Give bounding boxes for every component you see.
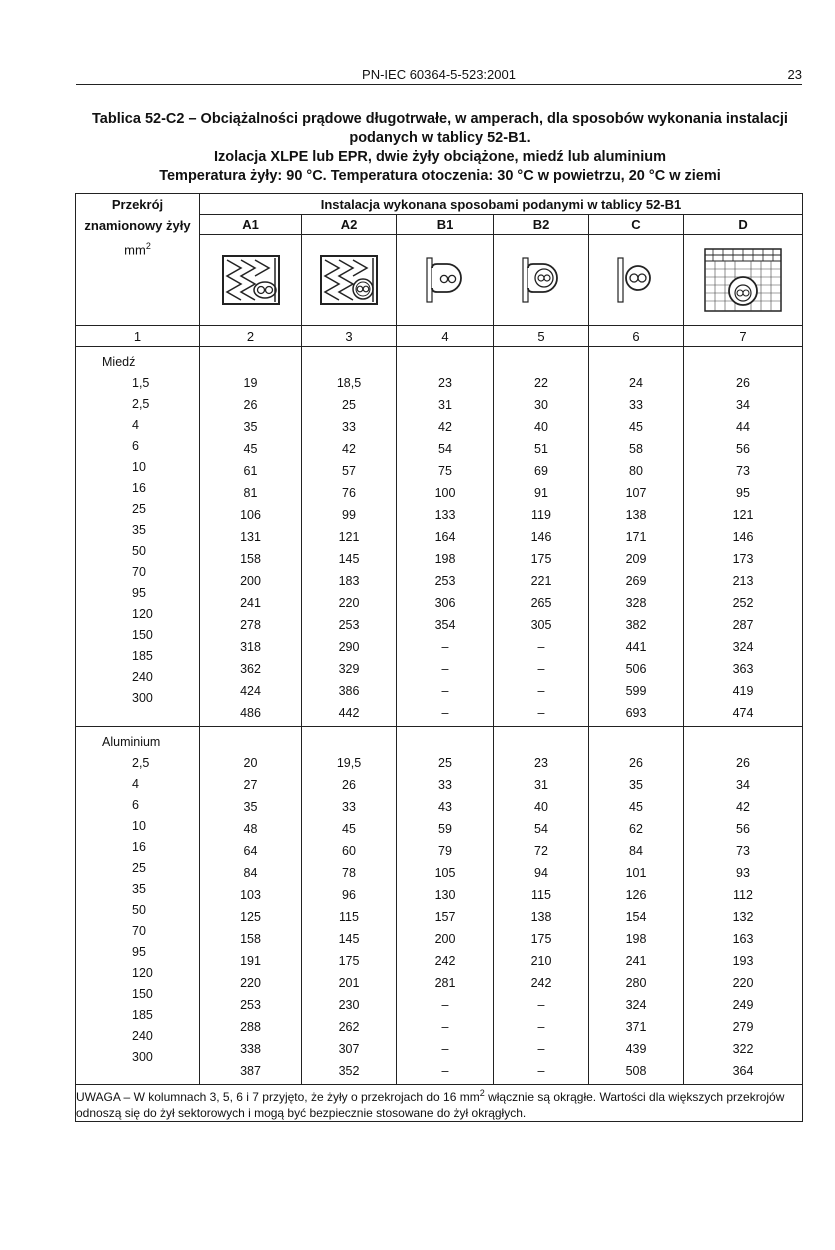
ampacity-value: 31: [438, 398, 452, 412]
ampacity-value: 56: [736, 822, 750, 836]
ampacity-value: 45: [243, 442, 258, 456]
copper-col-d: [684, 347, 802, 726]
ampacity-value: 78: [342, 866, 356, 880]
ampacity-value: 112: [733, 888, 753, 902]
ampacity-value: 62: [629, 822, 643, 836]
ampacity-value: 200: [434, 932, 456, 946]
section-group-label: Aluminium: [102, 735, 161, 749]
ampacity-value: –: [537, 998, 545, 1012]
d-install-icon: [684, 235, 803, 326]
ampacity-value: 42: [438, 420, 452, 434]
ampacity-value: 33: [342, 800, 356, 814]
ampacity-value: 35: [243, 800, 258, 814]
ampacity-value: 175: [530, 552, 552, 566]
ampacity-value: 125: [240, 910, 261, 924]
ampacity-value: 146: [732, 530, 754, 544]
ampacity-value: 352: [338, 1064, 360, 1078]
ampacity-value: 280: [625, 976, 647, 990]
standard-code: PN-IEC 60364-5-523:2001: [362, 67, 516, 82]
ampacity-value: 318: [240, 640, 261, 654]
copper-sections: [76, 347, 199, 711]
ampacity-value: 93: [736, 866, 750, 880]
ampacity-value: 25: [342, 398, 356, 412]
ampacity-value: 442: [338, 706, 360, 720]
ampacity-value: 59: [438, 822, 452, 836]
cross-section-value: 4: [132, 777, 139, 791]
method-header-d: D: [684, 215, 803, 235]
ampacity-value: 43: [438, 800, 452, 814]
a1-install-icon: [200, 235, 302, 326]
method-header-b1: B1: [397, 215, 494, 235]
caption-line-3: Izolacja XLPE lub EPR, dwie żyły obciążone, miedź lub aluminium: [213, 149, 666, 165]
ampacity-value: 322: [732, 1042, 754, 1056]
ampacity-value: 324: [732, 640, 754, 654]
ampacity-value: 115: [339, 910, 359, 924]
ampacity-value: 241: [240, 596, 261, 610]
ampacity-value: 19: [243, 376, 258, 390]
method-header-c: C: [589, 215, 684, 235]
ampacity-value: 24: [629, 376, 643, 390]
column-number: 2: [200, 326, 302, 347]
ampacity-value: 220: [338, 596, 360, 610]
ampacity-value: –: [537, 706, 545, 720]
page-number: 23: [787, 67, 802, 82]
ampacity-value: 242: [434, 954, 456, 968]
b1-install-icon: [397, 235, 494, 326]
ampacity-value: 198: [625, 932, 647, 946]
ampacity-value: 146: [530, 530, 552, 544]
table-caption: [60, 110, 820, 186]
ampacity-value: –: [537, 1042, 545, 1056]
a2-install-icon: [302, 235, 397, 326]
ampacity-value: 145: [338, 932, 360, 946]
ampacity-value: 18,5: [336, 376, 362, 390]
ampacity-value: 48: [243, 822, 258, 836]
ampacity-value: –: [537, 662, 545, 676]
ampacity-value: 329: [338, 662, 360, 676]
ampacity-value: 95: [736, 486, 750, 500]
ampacity-value: –: [441, 640, 449, 654]
ampacity-value: 40: [534, 420, 548, 434]
method-header-a1: A1: [200, 215, 302, 235]
ampacity-value: 249: [732, 998, 754, 1012]
cross-section-value: 185: [132, 649, 153, 663]
section-group-label: Miedź: [102, 355, 136, 369]
ampacity-value: 210: [530, 954, 552, 968]
methods-span-header: Instalacja wykonana sposobami podanymi w tablicy 52-B1: [200, 194, 803, 215]
ampacity-value: 42: [736, 800, 750, 814]
ampacity-value: 26: [342, 778, 356, 792]
copper-col-b2: [494, 347, 588, 726]
cross-section-value: 240: [132, 1029, 153, 1043]
ampacity-value: 163: [732, 932, 754, 946]
cross-section-value: 185: [132, 1008, 153, 1022]
copper-col-c: [589, 347, 683, 726]
ampacity-value: 363: [732, 662, 754, 676]
ampacity-value: –: [441, 706, 449, 720]
ampacity-value: 253: [434, 574, 456, 588]
ampacity-value: 508: [625, 1064, 647, 1078]
ampacity-value: 506: [625, 662, 647, 676]
cross-section-value: 95: [132, 586, 146, 600]
ampacity-value: 79: [438, 844, 452, 858]
ampacity-value: 439: [625, 1042, 647, 1056]
ampacity-value: 328: [625, 596, 647, 610]
aluminium-col-d: [684, 727, 802, 1084]
page-header: [76, 66, 802, 85]
cross-section-value: 10: [132, 819, 146, 833]
ampacity-value: 265: [530, 596, 552, 610]
ampacity-value: 131: [240, 530, 261, 544]
table-note: UWAGA – W kolumnach 3, 5, 6 i 7 przyjęto, że żyły o przekrojach do 16 $mm^2$ włącznie są okrągłe. Wartości dla większych przekrojów odnoszą się do żył sektorowych i mogą być bezpiecznie stosowane do żył okrągłych.: [76, 1085, 803, 1122]
ampacity-value: 40: [534, 800, 548, 814]
ampacity-value: 23: [438, 376, 452, 390]
cross-section-value: 16: [132, 840, 146, 854]
aluminium-block: [76, 727, 803, 1085]
ampacity-value: 72: [534, 844, 548, 858]
method-header-b2: B2: [494, 215, 589, 235]
column-number: 6: [589, 326, 684, 347]
ampacity-value: 34: [736, 778, 750, 792]
ampacity-value: 138: [530, 910, 552, 924]
cross-section-value: 70: [132, 565, 146, 579]
ampacity-value: 138: [625, 508, 647, 522]
ampacity-value: 382: [625, 618, 647, 632]
ampacity-value: 441: [625, 640, 647, 654]
copper-sections-cell: [76, 347, 200, 727]
ampacity-value: 213: [732, 574, 754, 588]
cross-section-value: 35: [132, 523, 146, 537]
ampacity-value: 73: [736, 844, 750, 858]
ampacity-value: 419: [732, 684, 754, 698]
cross-section-value: 50: [132, 903, 146, 917]
ampacity-value: 119: [531, 508, 551, 522]
przekroj-line-2: znamionowy żyły: [84, 218, 191, 233]
ampacity-value: 362: [240, 662, 261, 676]
cross-section-value: 1,5: [132, 376, 150, 390]
ampacity-value: 73: [736, 464, 750, 478]
c-install-icon: [589, 235, 684, 326]
ampacity-value: 26: [629, 756, 643, 770]
copper-col-a2: [302, 347, 396, 726]
ampacity-value: –: [441, 1064, 449, 1078]
ampacity-value: 75: [438, 464, 452, 478]
ampacity-value: 45: [629, 420, 643, 434]
cross-section-value: 35: [132, 882, 146, 896]
ampacity-value: 94: [534, 866, 548, 880]
cross-section-value: 300: [132, 691, 153, 705]
ampacity-value: 198: [434, 552, 456, 566]
przekroj-line-1: Przekrój: [111, 197, 164, 212]
ampacity-value: 241: [625, 954, 647, 968]
ampacity-value: 220: [240, 976, 261, 990]
ampacity-value: 84: [629, 844, 643, 858]
cross-section-value: 300: [132, 1050, 153, 1064]
column-number: 5: [494, 326, 589, 347]
ampacity-value: 34: [736, 398, 750, 412]
ampacity-value: 599: [625, 684, 647, 698]
cross-section-value: 25: [132, 502, 146, 516]
ampacity-value: 19,5: [336, 756, 362, 770]
ampacity-value: –: [441, 1042, 449, 1056]
ampacity-value: –: [537, 1020, 545, 1034]
ampacity-value: 27: [243, 778, 258, 792]
ampacity-value: 103: [240, 888, 261, 902]
ampacity-value: 132: [732, 910, 754, 924]
ampacity-value: –: [537, 1064, 545, 1078]
column-number: 3: [302, 326, 397, 347]
ampacity-value: –: [441, 1020, 449, 1034]
ampacity-value: 191: [240, 954, 261, 968]
ampacity-value: 30: [534, 398, 548, 412]
ampacity-value: 171: [625, 530, 647, 544]
ampacity-value: 130: [434, 888, 456, 902]
ampacity-value: 100: [434, 486, 456, 500]
ampacity-value: 486: [240, 706, 261, 720]
cross-section-value: 4: [132, 418, 139, 432]
ampacity-value: 371: [625, 1020, 647, 1034]
ampacity-value: 220: [732, 976, 754, 990]
aluminium-sections-cell: [76, 727, 200, 1085]
ampacity-value: 279: [732, 1020, 754, 1034]
cross-section-value: 50: [132, 544, 146, 558]
ampacity-value: –: [537, 684, 545, 698]
ampacity-value: 281: [434, 976, 456, 990]
ampacity-value: 91: [534, 486, 548, 500]
cross-section-value: 16: [132, 481, 146, 495]
ampacity-value: 175: [530, 932, 552, 946]
method-header-a2: A2: [302, 215, 397, 235]
ampacity-value: 424: [240, 684, 261, 698]
ampacity-value: 305: [530, 618, 552, 632]
ampacity-value: 115: [531, 888, 551, 902]
cross-section-value: 70: [132, 924, 146, 938]
ampacity-value: 105: [434, 866, 456, 880]
ampacity-value: 306: [434, 596, 456, 610]
ampacity-value: 175: [338, 954, 360, 968]
aluminium-col-a2: [302, 727, 396, 1084]
ampacity-value: 193: [732, 954, 754, 968]
ampacity-value: –: [441, 684, 449, 698]
ampacity-value: 230: [338, 998, 360, 1012]
ampacity-value: 164: [434, 530, 456, 544]
ampacity-value: 45: [629, 800, 643, 814]
ampacity-value: 253: [338, 618, 360, 632]
ampacity-value: 158: [240, 932, 261, 946]
copper-col-b1: [397, 347, 493, 726]
ampacity-value: 242: [530, 976, 552, 990]
ampacity-value: 693: [625, 706, 647, 720]
ampacity-value: 64: [243, 844, 258, 858]
ampacity-value: 145: [338, 552, 360, 566]
ampacity-value: 25: [438, 756, 452, 770]
cross-section-value: 150: [132, 628, 153, 642]
ampacity-value: 173: [732, 552, 754, 566]
ampacity-value: 33: [342, 420, 356, 434]
ampacity-value: 26: [243, 398, 258, 412]
ampacity-value: 133: [434, 508, 456, 522]
cross-section-value: 120: [132, 607, 153, 621]
ampacity-value: 354: [434, 618, 456, 632]
ampacity-value: 51: [534, 442, 548, 456]
ampacity-value: 200: [240, 574, 261, 588]
ampacity-value: 57: [342, 464, 356, 478]
ampacity-value: 58: [629, 442, 643, 456]
ampacity-value: 278: [240, 618, 261, 632]
aluminium-col-c: [589, 727, 683, 1084]
ampacity-value: 287: [732, 618, 754, 632]
cross-section-value: 95: [132, 945, 146, 959]
caption-line-2: podanych w tablicy 52-B1.: [349, 130, 531, 146]
ampacity-value: 56: [736, 442, 750, 456]
ampacity-value: 76: [342, 486, 356, 500]
ampacity-value: 154: [625, 910, 647, 924]
aluminium-sections: [76, 727, 199, 1070]
ampacity-value: 290: [338, 640, 360, 654]
aluminium-col-b2: [494, 727, 588, 1084]
ampacity-value: 364: [732, 1064, 754, 1078]
cross-section-value: 2,5: [132, 756, 150, 770]
column-number: 4: [397, 326, 494, 347]
ampacity-value: 31: [534, 778, 548, 792]
column-number: 1: [76, 326, 200, 347]
ampacity-value: 61: [243, 464, 258, 478]
ampacity-value: 23: [534, 756, 548, 770]
ampacity-value: 269: [625, 574, 647, 588]
ampacity-value: 221: [530, 574, 552, 588]
ampacity-value: 54: [438, 442, 452, 456]
ampacity-value: 158: [240, 552, 261, 566]
ampacity-value: 307: [338, 1042, 360, 1056]
ampacity-value: 42: [342, 442, 356, 456]
cross-section-value: 10: [132, 460, 146, 474]
ampacity-value: 474: [732, 706, 754, 720]
column-number: 7: [684, 326, 803, 347]
ampacity-value: –: [441, 998, 449, 1012]
ampacity-value: 387: [240, 1064, 261, 1078]
przekroj-unit: $mm^2$: [124, 241, 151, 258]
ampacity-value: 183: [338, 574, 360, 588]
ampacity-value: 54: [534, 822, 548, 836]
cross-section-value: 6: [132, 798, 139, 812]
ampacity-value: 107: [625, 486, 647, 500]
ampacity-value: 252: [732, 596, 754, 610]
ampacity-value: 121: [732, 508, 754, 522]
ampacity-value: 201: [338, 976, 360, 990]
ampacity-value: 288: [240, 1020, 261, 1034]
ampacity-value: 81: [243, 486, 258, 500]
cross-section-value: 25: [132, 861, 146, 875]
ampacity-table: [75, 193, 803, 1122]
ampacity-value: 26: [736, 756, 750, 770]
copper-block: [76, 347, 803, 727]
ampacity-value: 35: [243, 420, 258, 434]
aluminium-col-b1: [397, 727, 493, 1084]
ampacity-value: 33: [438, 778, 452, 792]
cross-section-value: 240: [132, 670, 153, 684]
ampacity-value: 253: [240, 998, 261, 1012]
ampacity-value: 96: [342, 888, 356, 902]
ampacity-value: 386: [338, 684, 360, 698]
ampacity-value: 262: [338, 1020, 360, 1034]
ampacity-value: 69: [534, 464, 548, 478]
ampacity-value: 26: [736, 376, 750, 390]
cross-section-value: 150: [132, 987, 153, 1001]
ampacity-value: 106: [240, 508, 261, 522]
caption-line-4: Temperatura żyły: 90 °C. Temperatura otoczenia: 30 °C w powietrzu, 20 °C w ziemi: [159, 168, 721, 184]
ampacity-value: 121: [338, 530, 360, 544]
ampacity-value: 45: [342, 822, 356, 836]
ampacity-value: 126: [625, 888, 647, 902]
copper-col-a1: [200, 347, 301, 726]
ampacity-value: –: [537, 640, 545, 654]
ampacity-value: 33: [629, 398, 643, 412]
ampacity-value: 35: [629, 778, 643, 792]
ampacity-value: 44: [736, 420, 750, 434]
ampacity-value: 324: [625, 998, 647, 1012]
ampacity-value: 101: [625, 866, 647, 880]
ampacity-value: 60: [342, 844, 356, 858]
aluminium-col-a1: [200, 727, 301, 1084]
ampacity-value: 157: [434, 910, 456, 924]
ampacity-value: 99: [342, 508, 356, 522]
przekroj-header: [76, 194, 200, 326]
ampacity-value: 80: [629, 464, 643, 478]
caption-line-1: Tablica 52-C2 – Obciążalności prądowe długotrwałe, w amperach, dla sposobów wykonania instalacji: [92, 111, 788, 127]
ampacity-value: 209: [625, 552, 647, 566]
ampacity-value: 22: [534, 376, 548, 390]
ampacity-value: 20: [243, 756, 258, 770]
cross-section-value: 120: [132, 966, 153, 980]
ampacity-value: 84: [243, 866, 258, 880]
ampacity-value: –: [441, 662, 449, 676]
ampacity-value: 338: [240, 1042, 261, 1056]
cross-section-value: 6: [132, 439, 139, 453]
cross-section-value: 2,5: [132, 397, 150, 411]
b2-install-icon: [494, 235, 589, 326]
